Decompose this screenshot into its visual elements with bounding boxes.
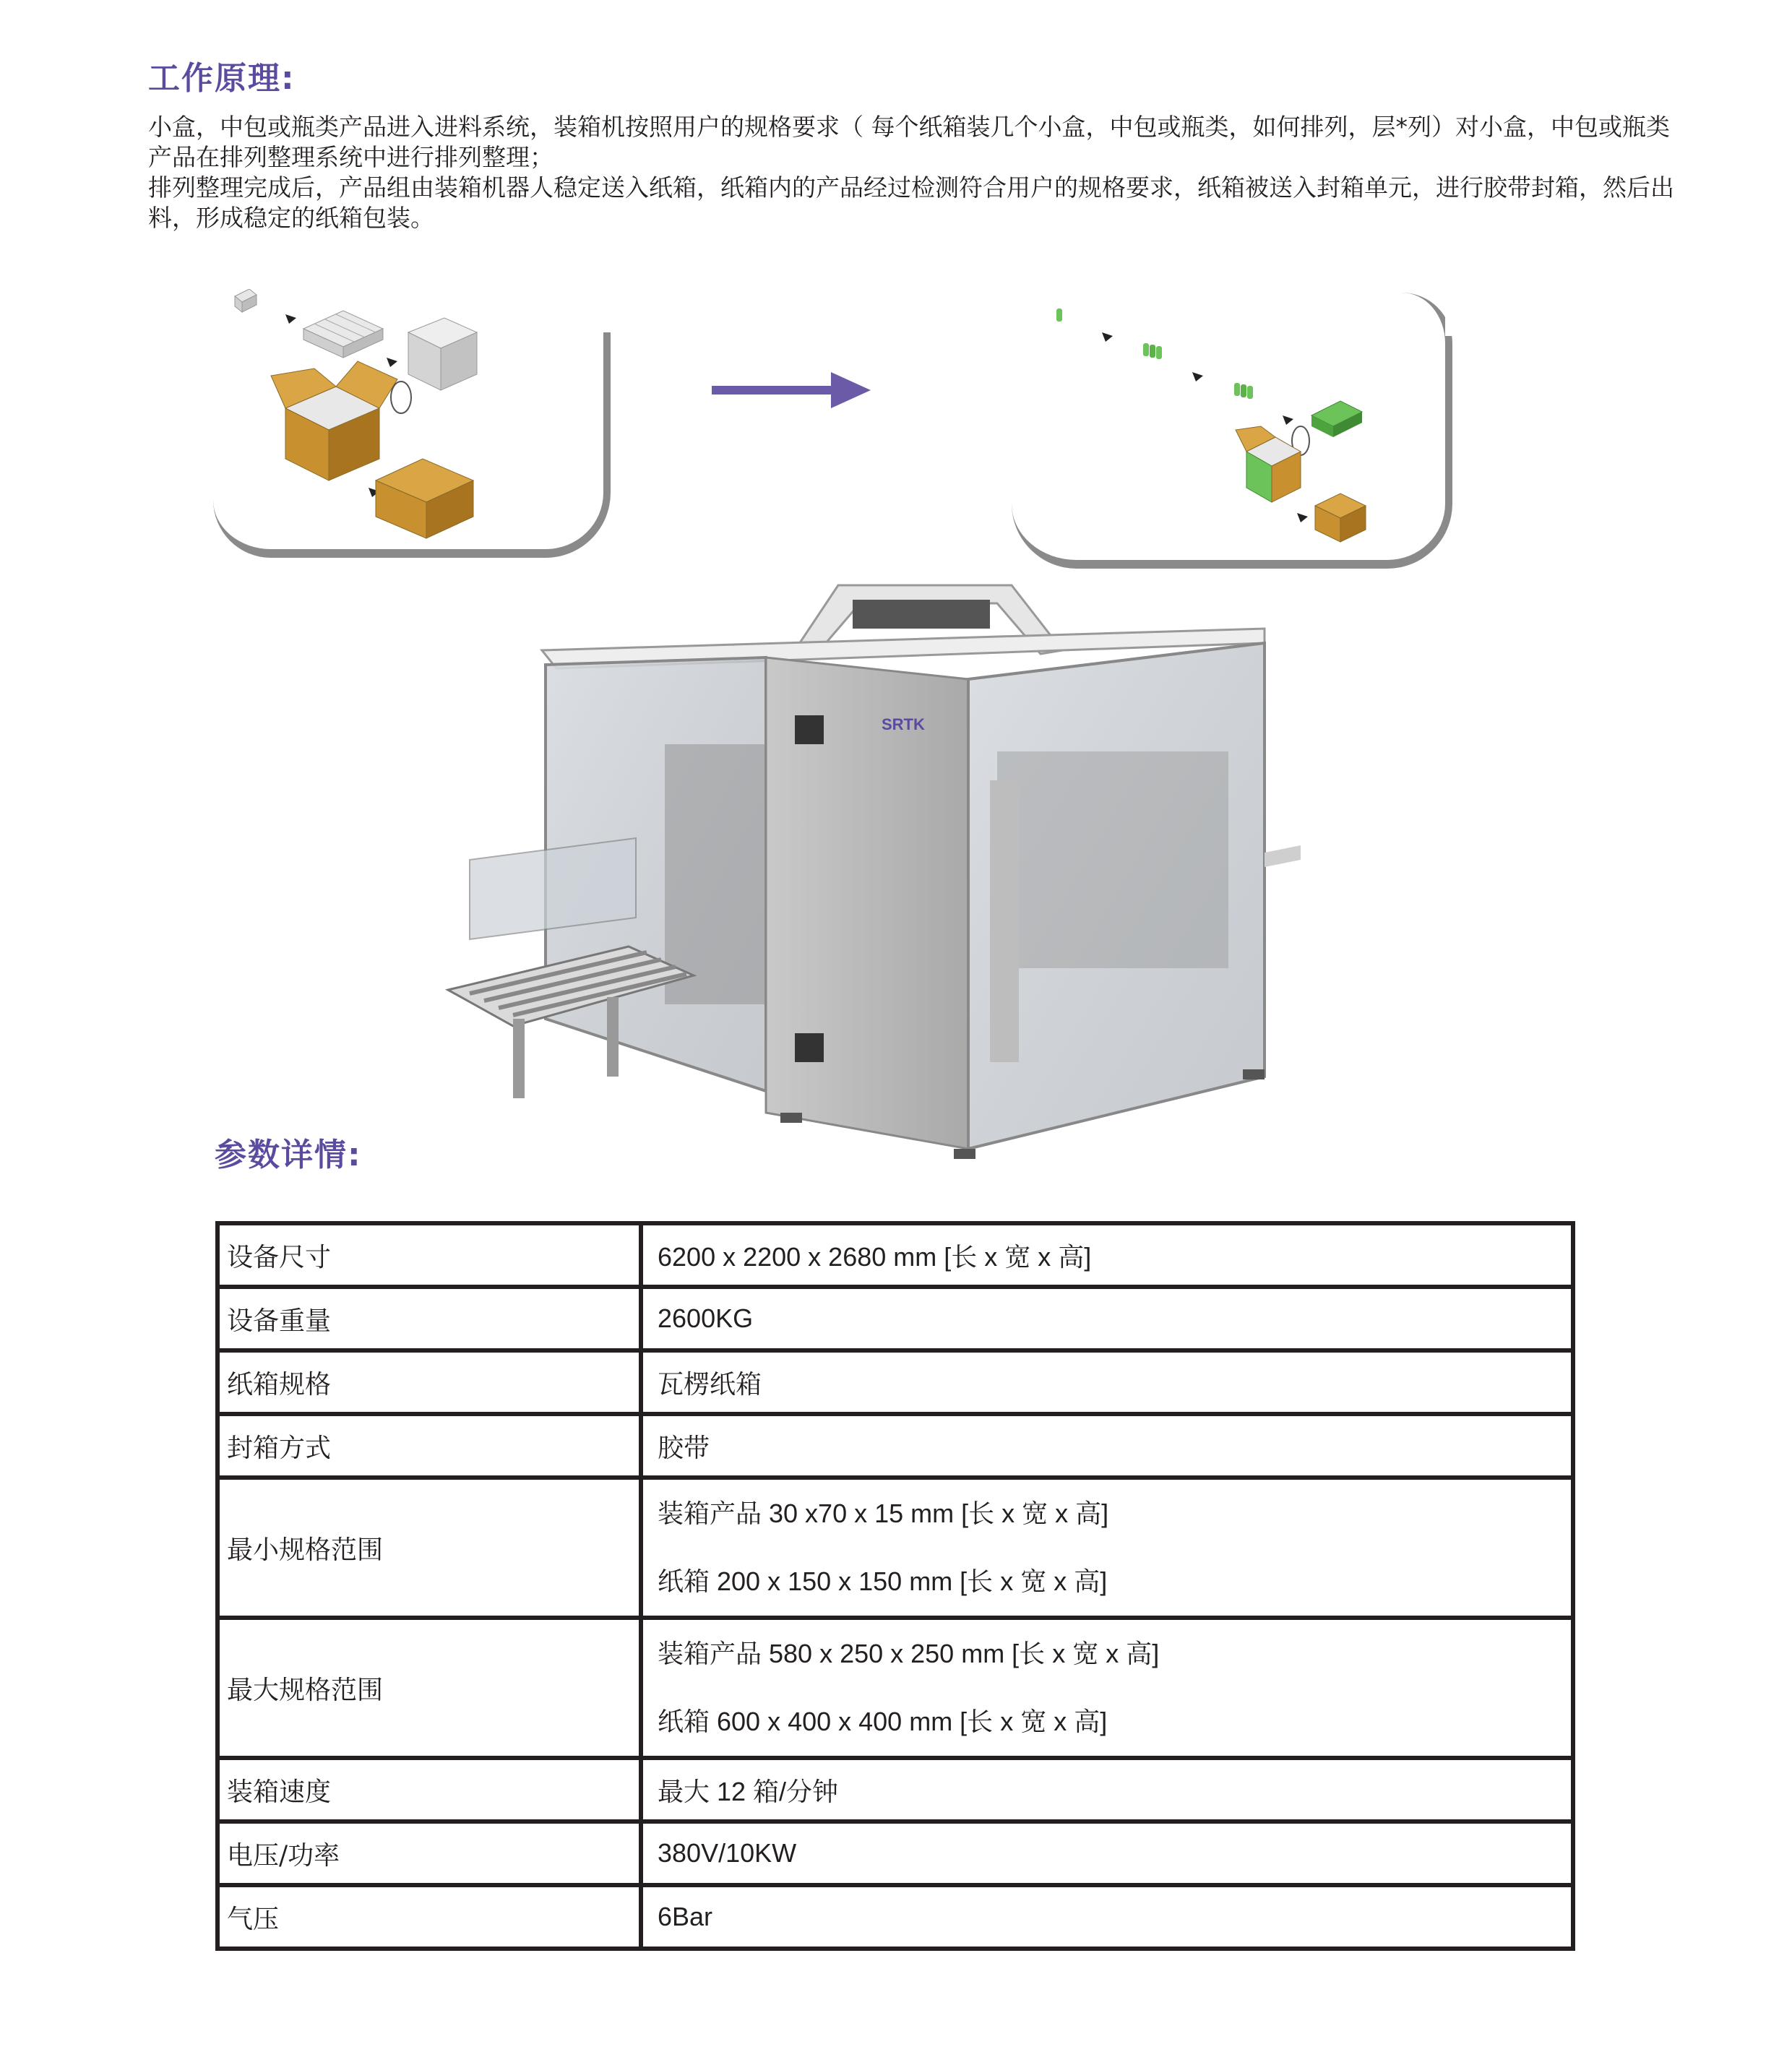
rotate-icon [391,381,411,413]
spec-label: 设备重量 [217,1287,641,1350]
spec-value: 2600KG [641,1287,1573,1350]
table-row [217,1414,1573,1478]
spec-value [641,1478,1573,1618]
spec-value-line: 装箱产品 30 x70 x 15 mm [长 x 宽 x 高] [658,1499,1109,1528]
bottle-row-icon [1143,343,1162,359]
box-stack-icon [408,318,477,390]
spec-value [641,1618,1573,1758]
arrow-icon [1192,372,1203,381]
arrow-icon [1102,332,1113,342]
arrow-icon [1297,513,1308,522]
box-packing-diagram [213,289,611,558]
principle-paragraph-1: 小盒，中包或瓶类产品进入进料系统，装箱机按照用户的规格要求（ 每个纸箱装几个小盒，中包或瓶类，如何排列，层*列）对小盒，中包或瓶类产品在排列整理系统中进行排列整理； [148,113,1670,171]
case-packer-machine-image [390,571,1431,1207]
spec-value-line: 纸箱 200 x 150 x 150 mm [长 x 宽 x 高] [658,1566,1108,1596]
principle-paragraph-2: 排列整理完成后，产品组由装箱机器人稳定送入纸箱，纸箱内的产品经过检测符合用户的规格要求，纸箱被送入封箱单元，进行胶带封箱，然后出料，形成稳定的纸箱包装。 [148,173,1674,232]
spec-label: 装箱速度 [217,1758,641,1822]
single-bottle-icon [1056,309,1062,322]
table-row [217,1758,1573,1822]
arrow-icon [285,314,296,324]
table-row [217,1822,1573,1885]
table-row [217,1618,1573,1758]
spec-value: 380V/10KW [641,1822,1573,1885]
spec-value: 最大 12 箱/分钟 [641,1758,1573,1822]
spec-value: 胶带 [641,1414,1573,1478]
spec-value-line: 装箱产品 580 x 250 x 250 mm [长 x 宽 x 高] [658,1639,1160,1668]
machine-brand-logo: SRTK [882,715,925,733]
table-row [217,1223,1573,1287]
bottle-group-icon [1234,383,1253,399]
spec-value: 6Bar [641,1885,1573,1949]
spec-label: 最大规格范围 [217,1618,641,1758]
bottle-matrix-icon [1311,401,1362,437]
closed-carton-icon [376,459,473,538]
spec-label: 设备尺寸 [217,1223,641,1287]
box-flow-illustration [213,289,603,549]
single-box-icon [235,289,257,312]
spec-label: 封箱方式 [217,1414,641,1478]
spec-label: 气压 [217,1885,641,1949]
bottle-flow-illustration [1012,293,1445,560]
spec-value-line: 纸箱 600 x 400 x 400 mm [长 x 宽 x 高] [658,1707,1108,1736]
spec-label: 电压/功率 [217,1822,641,1885]
open-carton-bottles-icon [1236,426,1301,502]
principle-description [148,112,1680,233]
closed-carton-icon [1315,493,1366,542]
arrow-icon [1283,415,1293,425]
table-row [217,1478,1573,1618]
spec-label: 最小规格范围 [217,1478,641,1618]
spec-table [215,1221,1575,1951]
table-row [217,1350,1573,1414]
principle-heading: 工作原理: [148,60,296,97]
flow-arrow-icon [712,368,871,412]
arrow-icon [387,358,397,367]
bottle-packing-diagram [1012,293,1452,569]
spec-value: 6200 x 2200 x 2680 mm [长 x 宽 x 高] [641,1223,1573,1287]
spec-value: 瓦楞纸箱 [641,1350,1573,1414]
box-row-icon [303,311,383,358]
table-row [217,1287,1573,1350]
params-heading: 参数详情: [215,1137,362,1173]
spec-label: 纸箱规格 [217,1350,641,1414]
table-row [217,1885,1573,1949]
open-carton-icon [271,361,397,480]
